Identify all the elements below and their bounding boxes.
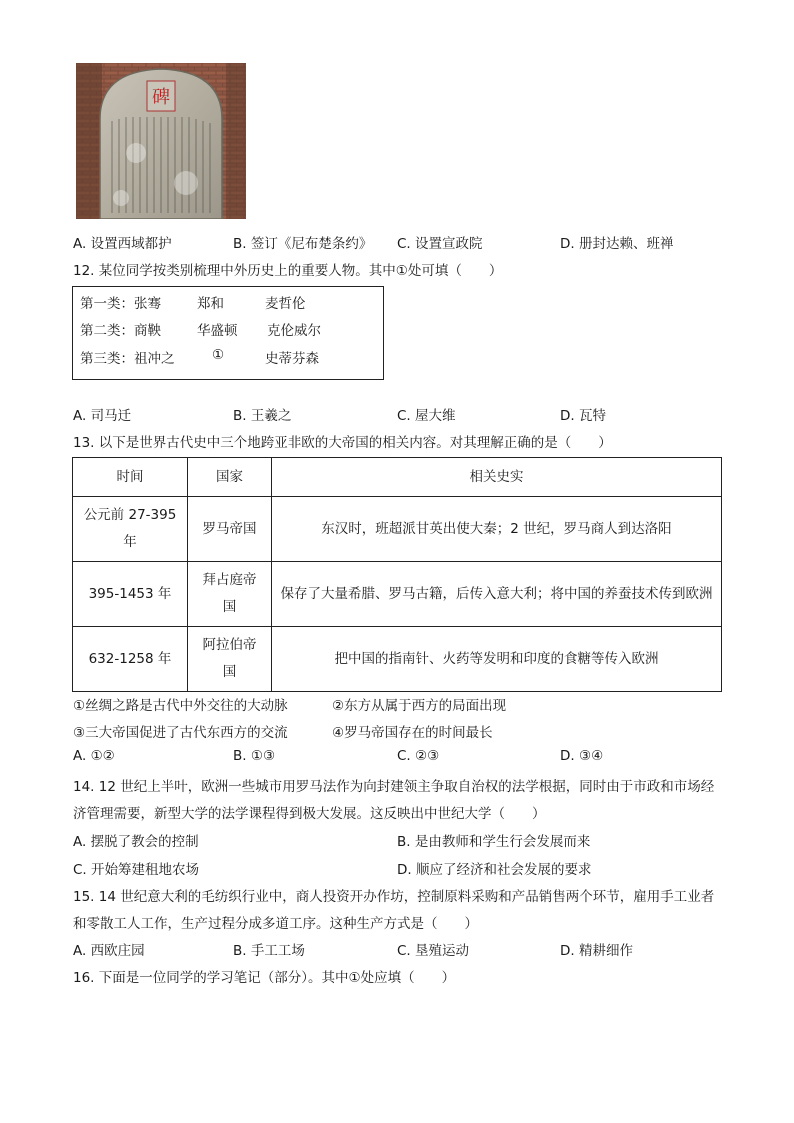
stele-photo	[76, 63, 246, 219]
q13-row-arab	[73, 627, 722, 692]
q13-header-time: 时间	[73, 458, 188, 497]
q12-row-1-c: 麦哲伦	[265, 296, 306, 312]
q12-row-1-label: 第一类：张骞	[80, 296, 161, 312]
q14-option-c[interactable]: C. 开始筹建租地农场	[73, 862, 200, 878]
q13-statement-3: ③三大帝国促进了古代东西方的交流	[73, 725, 288, 741]
q11-option-a[interactable]: A. 设置西域都护	[73, 236, 172, 252]
stele-image	[76, 63, 246, 219]
q13-statement-4: ④罗马帝国存在的时间最长	[332, 725, 493, 741]
q15-option-a[interactable]: A. 西欧庄园	[73, 943, 145, 959]
q12-row-3-label: 第三类：祖冲之	[80, 351, 175, 367]
q13-time: 632-1258 年	[73, 627, 188, 692]
q13-row-rome	[73, 497, 722, 562]
q13-option-d[interactable]: D. ③④	[560, 748, 604, 764]
q14-option-d[interactable]: D. 顺应了经济和社会发展的要求	[397, 862, 592, 878]
q13-header-fact: 相关史实	[272, 458, 722, 497]
q12-option-d[interactable]: D. 瓦特	[560, 408, 606, 424]
q12-category-box	[72, 286, 384, 380]
stele-seal: 碑	[152, 87, 170, 108]
q13-country: 罗马帝国	[188, 497, 272, 562]
q14-stem-line2: 济管理需要，新型大学的法学课程得到极大发展。这反映出中世纪大学（ ）	[73, 806, 546, 822]
q13-option-c[interactable]: C. ②③	[397, 748, 440, 764]
q12-option-b[interactable]: B. 王羲之	[233, 408, 292, 424]
q13-fact: 保存了大量希腊、罗马古籍，后传入意大利；将中国的养蚕技术传到欧洲	[272, 562, 722, 627]
q13-table	[72, 457, 722, 692]
q14-option-b[interactable]: B. 是由教师和学生行会发展而来	[397, 834, 591, 850]
q13-statement-1: ①丝绸之路是古代中外交往的大动脉	[73, 698, 288, 714]
q12-option-a[interactable]: A. 司马迁	[73, 408, 132, 424]
q12-row-3-blank: ①	[212, 347, 225, 363]
q15-stem-line1: 15. 14 世纪意大利的毛纺织行业中，商人投资开办作坊，控制原料采购和产品销售两个环节，雇用手工业者	[73, 889, 715, 905]
q13-header-country: 国家	[188, 458, 272, 497]
q16-stem: 16. 下面是一位同学的学习笔记（部分）。其中①处应填（ ）	[73, 970, 456, 986]
q12-row-2-b: 华盛顿	[197, 323, 238, 339]
q13-time: 公元前 27-395 年	[73, 497, 188, 562]
q13-row-byzantine	[73, 562, 722, 627]
q13-country: 拜占庭帝国	[188, 562, 272, 627]
q14-option-a[interactable]: A. 摆脱了教会的控制	[73, 834, 199, 850]
q14-stem-line1: 14. 12 世纪上半叶，欧洲一些城市用罗马法作为向封建领主争取自治权的法学根据，同时由于市政和市场经	[73, 779, 715, 795]
q11-option-b[interactable]: B. 签订《尼布楚条约》	[233, 236, 373, 252]
q13-statement-2: ②东方从属于西方的局面出现	[332, 698, 507, 714]
q15-stem-line2: 和零散工人工作，生产过程分成多道工序。这种生产方式是（ ）	[73, 916, 478, 932]
q15-option-b[interactable]: B. 手工工场	[233, 943, 305, 959]
q13-country: 阿拉伯帝国	[188, 627, 272, 692]
q13-header-row	[73, 458, 722, 497]
q13-stem: 13. 以下是世界古代史中三个地跨亚非欧的大帝国的相关内容。对其理解正确的是（ ）	[73, 435, 612, 451]
q13-fact: 东汉时，班超派甘英出使大秦；2 世纪，罗马商人到达洛阳	[272, 497, 722, 562]
q12-option-c[interactable]: C. 屋大维	[397, 408, 456, 424]
q12-row-3-c: 史蒂芬森	[265, 351, 319, 367]
q11-option-d[interactable]: D. 册封达赖、班禅	[560, 236, 674, 252]
q15-option-c[interactable]: C. 垦殖运动	[397, 943, 470, 959]
q13-option-b[interactable]: B. ①③	[233, 748, 276, 764]
q12-row-1-b: 郑和	[197, 296, 224, 312]
q15-option-d[interactable]: D. 精耕细作	[560, 943, 633, 959]
q11-option-c[interactable]: C. 设置宣政院	[397, 236, 483, 252]
q13-fact: 把中国的指南针、火药等发明和印度的食糖等传入欧洲	[272, 627, 722, 692]
q13-option-a[interactable]: A. ①②	[73, 748, 115, 764]
q12-stem: 12. 某位同学按类别梳理中外历史上的重要人物。其中①处可填（ ）	[73, 263, 503, 279]
q13-time: 395-1453 年	[73, 562, 188, 627]
q12-row-2-c: 克伦威尔	[267, 323, 321, 339]
q12-row-2-label: 第二类：商鞅	[80, 323, 161, 339]
